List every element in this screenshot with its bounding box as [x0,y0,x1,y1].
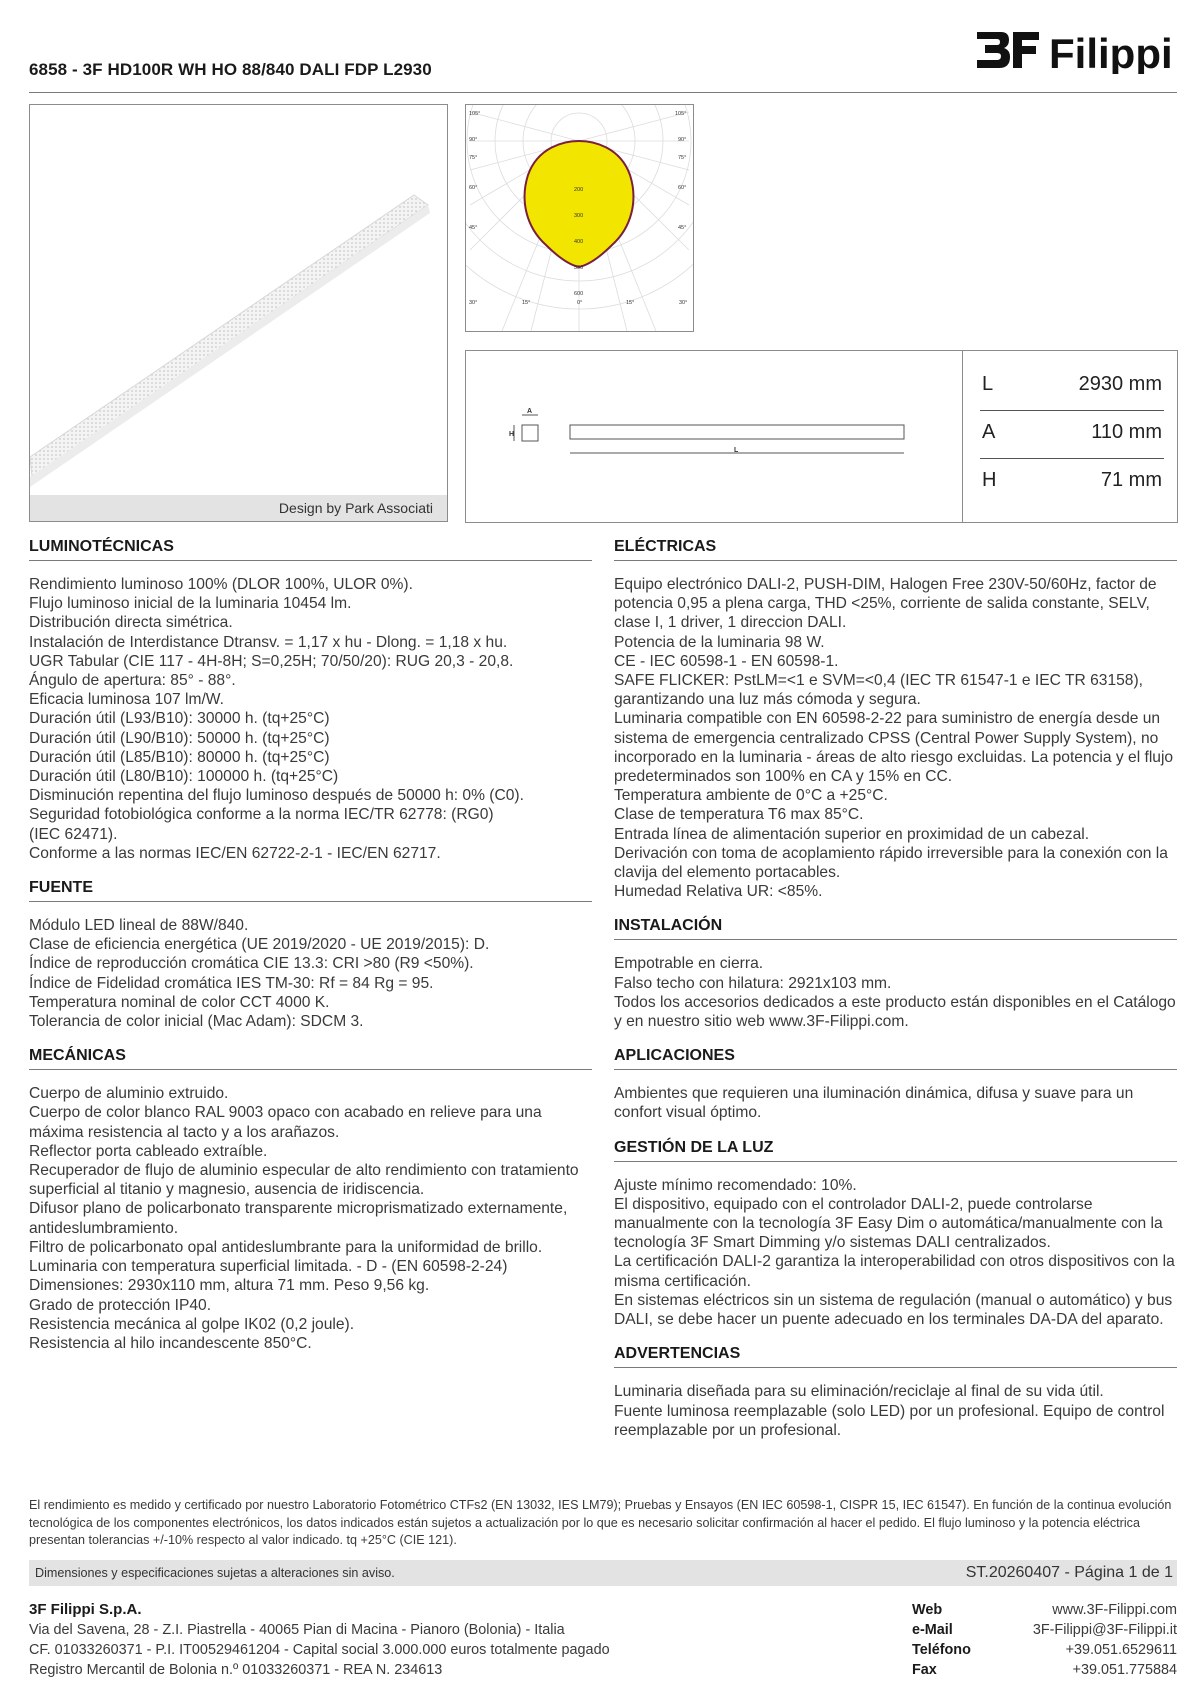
spec-line: Instalación de Interdistance Dtransv. = 1,17 x hu - Dlong. = 1,18 x hu. [29,633,508,651]
spec-line: Grado de protección IP40. [29,1296,212,1314]
section-instalacion [614,913,1177,1031]
contact-label: e-Mail [912,1622,953,1638]
section-body [614,1084,1177,1122]
polar-angle-label: 45° [678,225,687,231]
spec-line: Conforme a las normas IEC/EN 62722-2-1 - IEC/EN 62717. [29,844,441,862]
subject-to-change-note: Dimensiones y especificaciones sujetas a alteraciones sin aviso. [35,1566,395,1580]
spec-line: Duración útil (L93/B10): 30000 h. (tq+25°C) [29,710,330,728]
brand-logo-graphic [975,26,1177,74]
spec-line: Empotrable en cierra. [614,955,764,973]
section-body [29,1084,592,1353]
section-fuente [29,875,592,1031]
section-electricas [614,534,1177,901]
polar-radial-label: 400 [574,239,584,245]
polar-radial-label: 600 [574,291,584,297]
spec-line: Cuerpo de aluminio extruido. [29,1085,229,1103]
header-divider [29,92,1177,93]
polar-radial-label: 300 [574,213,584,219]
product-title: 6858 - 3F HD100R WH HO 88/840 DALI FDP L2930 [29,60,432,79]
spec-line: Duración útil (L80/B10): 100000 h. (tq+25°C) [29,768,339,786]
section-title: MECÁNICAS [29,1043,592,1070]
spec-line: Temperatura nominal de color CCT 4000 K. [29,993,330,1011]
polar-angle-label: 105° [469,111,481,117]
section-title: GESTIÓN DE LA LUZ [614,1135,1177,1162]
spec-line: Rendimiento luminoso 100% (DLOR 100%, ULOR 0%). [29,576,413,593]
contact-label: Fax [912,1662,937,1678]
section-body [614,954,1177,1031]
polar-angle-label: 15° [522,300,531,306]
company-registry: Registro Mercantil de Bolonia n.º 01033260371 - REA N. 234613 [29,1662,443,1678]
contact-row-phone [912,1640,1177,1660]
company-address: Via del Savena, 28 - Z.I. Piastrella - 40065 Pian di Macina - Pianoro (Bolonia) - Italia [29,1622,565,1638]
spec-line: CE - IEC 60598-1 - EN 60598-1. [614,652,839,670]
spec-line: Entrada línea de alimentación superior en proximidad de un cabezal. [614,825,1090,843]
brand-logo-word: Filippi [1049,30,1173,74]
section-title: ELÉCTRICAS [614,534,1177,561]
spec-line: Derivación con toma de acoplamiento rápido irreversible para la conexión con la clavija del elemento portacables. [614,844,1168,882]
spec-line: Temperatura ambiente de 0°C a +25°C. [614,787,888,805]
polar-angle-label: 30° [679,300,688,306]
spec-line: Clase de temperatura T6 max 85°C. [614,806,864,824]
spec-line: Índice de Fidelidad cromática IES TM-30: Rf = 84 Rg = 95. [29,974,434,992]
contact-row-email [912,1620,1177,1640]
spec-line: UGR Tabular (CIE 117 - 4H-8H; S=0,25H; 70/50/20): RUG 20,3 - 20,8. [29,652,514,670]
fax-number: +39.051.775884 [1072,1662,1177,1678]
spec-line: Difusor plano de policarbonato transparente microprismatizado externamente, antideslumbramiento. [29,1200,568,1237]
spec-line: Potencia de la luminaria 98 W. [614,633,825,651]
contact-info [912,1600,1177,1680]
spec-line: Ajuste mínimo recomendado: 10%. [614,1176,857,1194]
spec-line: Luminaria con temperatura superficial limitada. - D - (EN 60598-2-24) [29,1258,508,1276]
polar-angle-label: 60° [678,185,687,191]
polar-angle-label: 75° [678,155,687,161]
spec-line: Humedad Relativa UR: <85%. [614,883,823,901]
polar-radial-label: 200 [574,187,584,193]
specs-right-column [614,534,1177,1452]
section-title: LUMINOTÉCNICAS [29,534,592,561]
spec-line: Seguridad fotobiológica conforme a la norma IEC/TR 62778: (RG0) [29,806,494,824]
spec-line: Tolerancia de color inicial (Mac Adam): SDCM 3. [29,1013,364,1031]
dimension-value: 110 mm [1091,421,1162,443]
spec-line: Clase de eficiencia energética (UE 2019/2020 - UE 2019/2015): D. [29,936,490,954]
spec-line: Falso techo con hilatura: 2921x103 mm. [614,974,892,992]
spec-line: Duración útil (L85/B10): 80000 h. (tq+25°C) [29,748,330,766]
spec-line: El dispositivo, equipado con el controlador DALI-2, puede controlarse manualmente con la tecnología 3F Easy Dim o automática/manualmente con la tecnología 3F Smart Dimming y/o sistemas DALI centralizados. [614,1195,1163,1252]
spec-line: En sistemas eléctricos sin un sistema de regulación (manual o automático) y bus DALI, se debe hacer un puente adecuado en los terminales DA-DA del aparato. [614,1291,1173,1329]
polar-angle-label: 75° [469,155,478,161]
spec-line: Eficacia luminosa 107 lm/W. [29,691,224,709]
spec-line: Módulo LED lineal de 88W/840. [29,917,249,935]
polar-angle-label: 30° [469,300,478,306]
design-credit: Design by Park Associati [30,495,447,521]
company-tax-info: CF. 01033260371 - P.I. IT00529461204 - Capital social 3.000.000 euros totalmente pagado [29,1642,610,1658]
dimension-key: H [982,469,997,491]
dimension-key: A [982,421,996,443]
dimension-drawing-graphic [466,351,962,522]
specs-left-column [29,534,592,1365]
spec-line: Todos los accesorios dedicados a este producto están disponibles en el Catálogo y en nuestro sitio web www.3F-Filippi.com. [614,993,1176,1031]
performance-footnote: El rendimiento es medido y certificado por nuestro Laboratorio Fotométrico CTFs2 (EN 13032, IES LM79); Pruebas y Ensayos (EN IEC 60598-1, CISPR 15, IEC 61547). En función de la continua evolución tecnológica de los componentes electrónicos, los datos indicados están sujetos a actualización por lo que es necesario solicitar confirmación al hacer el pedido. El flujo luminoso y la potencia eléctrica presentan tolerancias +/-10% respecto al valor indicado. tq +25°C (CIE 121). [29,1498,1172,1547]
polar-angle-label: 45° [469,225,478,231]
dimension-label-a: A [527,408,533,415]
luminaire-illustration [30,105,448,497]
spec-line: Recuperador de flujo de aluminio especular de alto rendimiento con tratamiento superficial al titanio y magnesio, ausencia de iridiscencia. [29,1162,579,1199]
product-image [29,104,448,522]
spec-line: Duración útil (L90/B10): 50000 h. (tq+25°C) [29,729,330,747]
spec-line: (IEC 62471). [29,825,118,843]
phone-number: +39.051.6529611 [1065,1642,1177,1658]
spec-line: Equipo electrónico DALI-2, PUSH-DIM, Halogen Free 230V-50/60Hz, factor de potencia 0,95 a plena carga, THD <25%, corriente de salida constante, SELV, clase I, 1 driver, 1 direccion DALI. [614,576,1157,632]
contact-label: Web [912,1602,943,1618]
section-aplicaciones [614,1043,1177,1122]
polar-angle-label: 15° [626,300,635,306]
spec-line: La certificación DALI-2 garantiza la interoperabilidad con otros dispositivos con la misma certificación. [614,1253,1175,1290]
spec-line: Resistencia al hilo incandescente 850°C. [29,1334,312,1352]
polar-radial-label: 500 [574,265,584,271]
dimension-drawing [466,351,963,522]
dimension-row-length [982,361,1162,407]
spec-line: Luminaria diseñada para su eliminación/reciclaje al final de su vida útil. [614,1383,1104,1401]
spec-line: Cuerpo de color blanco RAL 9003 opaco con acabado en relieve para una máxima resistencia al tacto y a los arañazos. [29,1104,542,1141]
spec-line: Fuente luminosa reemplazable (solo LED) por un profesional. Equipo de control reemplazable por un profesional. [614,1402,1165,1439]
spec-line: Ambientes que requieren una iluminación dinámica, difusa y suave para un confort visual óptimo. [614,1085,1134,1122]
section-body [29,575,592,863]
dimensions-panel [465,350,1178,523]
spec-line: Dimensiones: 2930x110 mm, altura 71 mm. Peso 9,56 kg. [29,1277,430,1295]
section-luminotecnicas [29,534,592,863]
company-info [29,1600,610,1680]
spec-line: Reflector porta cableado extraíble. [29,1142,268,1160]
section-mecanicas [29,1043,592,1353]
spec-line: Distribución directa simétrica. [29,614,233,632]
section-advertencias [614,1341,1177,1440]
polar-angle-label: 0° [577,300,583,306]
section-body [614,575,1177,901]
email-link[interactable]: 3F-Filippi@3F-Filippi.it [1032,1622,1177,1638]
section-gestion-luz [614,1135,1177,1330]
contact-label: Teléfono [912,1642,971,1658]
section-body [614,1382,1177,1440]
spec-line: Filtro de policarbonato opal antideslumbrante para la uniformidad de brillo. [29,1238,543,1256]
polar-diagram-graphic [466,105,693,331]
polar-angle-label: 90° [678,137,687,143]
polar-angle-label: 105° [675,111,687,117]
spec-line: Índice de reproducción cromática CIE 13.3: CRI >80 (R9 <50%). [29,955,474,973]
website-link[interactable]: www.3F-Filippi.com [1052,1602,1177,1618]
brand-logo [975,26,1177,74]
section-title: APLICACIONES [614,1043,1177,1070]
dimension-key: L [982,373,994,395]
polar-diagram [465,104,694,332]
contact-row-web [912,1600,1177,1620]
dimension-value: 2930 mm [1078,373,1162,395]
section-title: ADVERTENCIAS [614,1341,1177,1368]
dimension-label-l: L [734,447,739,454]
section-title: INSTALACIÓN [614,913,1177,940]
spec-line: SAFE FLICKER: PstLM=<1 e SVM=<0,4 (IEC TR 61547-1 e IEC TR 63158), garantizando una luz más cómoda y segura. [614,672,1143,709]
dimension-label-h: H [509,431,515,438]
spec-line: Disminución repentina del flujo luminoso después de 50000 h: 0% (C0). [29,787,524,805]
contact-row-fax [912,1660,1177,1680]
section-body [614,1176,1177,1330]
company-name: 3F Filippi S.p.A. [29,1601,142,1618]
dimension-row-height [982,457,1162,503]
spec-line: Luminaria compatible con EN 60598-2-22 para suministro de energía desde un sistema de emergencia centralizado CPSS (Central Power Supply System), no incorporado en la luminaria - áreas de alto riesgo excluidas. La potencia y el flujo predeterminados son 100% en CA y 15% en CC. [614,710,1174,786]
dimension-row-width [982,409,1162,455]
spec-line: Resistencia mecánica al golpe IK02 (0,2 joule). [29,1315,355,1333]
spec-line: Flujo luminoso inicial de la luminaria 10454 lm. [29,595,352,613]
polar-angle-label: 90° [469,137,478,143]
footer-bar [29,1560,1177,1586]
section-body [29,916,592,1031]
polar-angle-label: 60° [469,185,478,191]
polar-intensity-curve [525,141,634,267]
spec-line: Ángulo de apertura: 85° - 88°. [29,672,236,690]
page-info: ST.20260407 - Página 1 de 1 [965,1564,1173,1581]
dimension-value: 71 mm [1100,469,1162,491]
section-title: FUENTE [29,875,592,902]
